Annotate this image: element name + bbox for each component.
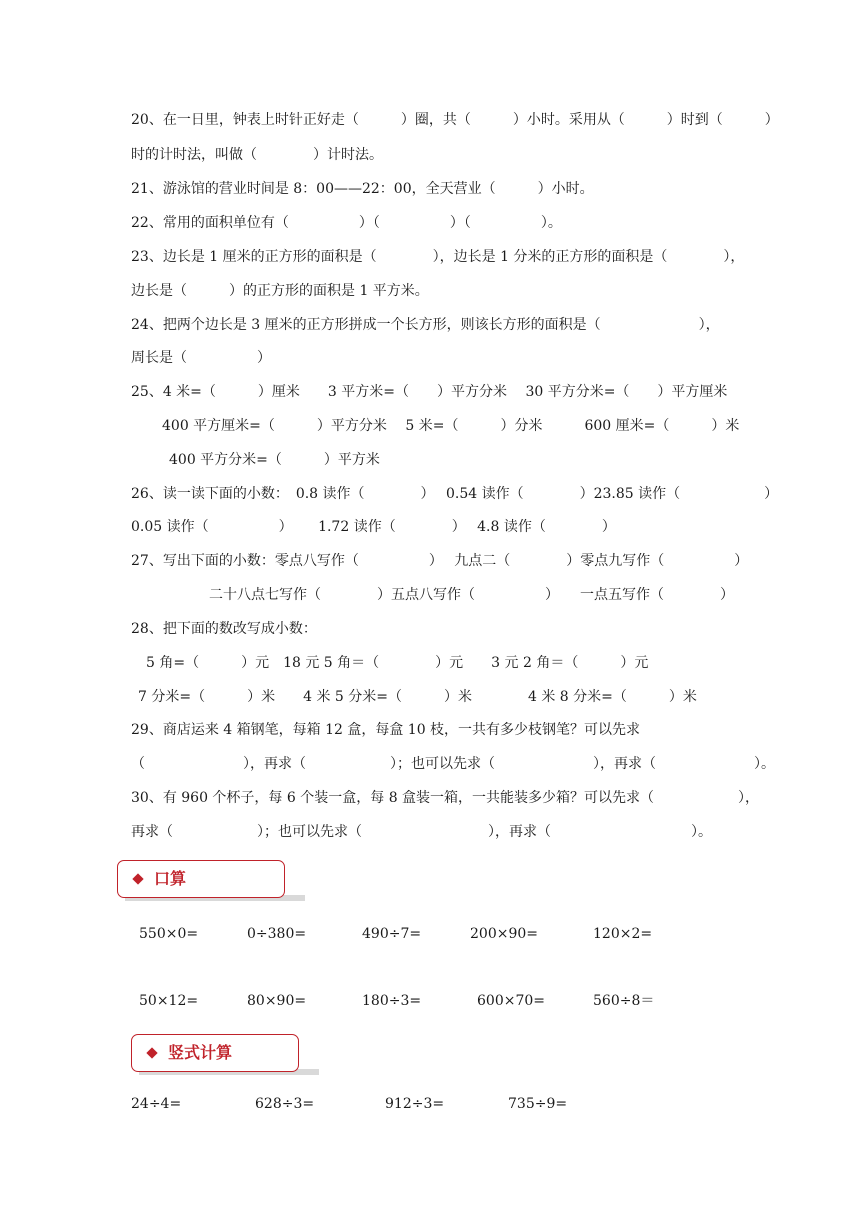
question-25-line3: 400 平方分米=（ ）平方米	[169, 452, 380, 468]
diamond-icon	[146, 1047, 157, 1058]
question-22: 22、常用的面积单位有（ ）（ ）（ ）。	[131, 215, 562, 231]
question-28-line1: 5 角=（ ）元 18 元 5 角＝（ ）元 3 元 2 角＝（ ）元	[146, 655, 649, 671]
question-26-line1: 26、读一读下面的小数： 0.8 读作（ ） 0.54 读作（ ）23.85 读作（ ）	[131, 486, 779, 502]
oral-item: 560÷8＝	[593, 993, 655, 1009]
question-27-line1: 27、写出下面的小数：零点八写作（ ） 九点二（ ）零点九写作（ ）	[131, 553, 749, 569]
oral-item: 50×12=	[139, 993, 199, 1009]
question-25-line1: 25、4 米=（ ）厘米 3 平方米=（ ）平方分米 30 平方分米=（ ）平方厘米	[131, 384, 728, 400]
question-30-line2: 再求（ ）；也可以先求（ ），再求（ ）。	[131, 824, 712, 840]
oral-item: 600×70=	[477, 993, 545, 1009]
oral-item: 200×90=	[470, 926, 538, 942]
oral-item: 80×90=	[247, 993, 307, 1009]
question-21: 21、游泳馆的营业时间是 8：00——22：00，全天营业（ ）小时。	[131, 181, 594, 197]
oral-item: 180÷3=	[362, 993, 422, 1009]
question-26-line2: 0.05 读作（ ） 1.72 读作（ ） 4.8 读作（ ）	[131, 519, 616, 535]
question-28-line2: 7 分米=（ ）米 4 米 5 分米=（ ）米 4 米 8 分米=（ ）米	[138, 689, 697, 705]
question-23-line1: 23、边长是 1 厘米的正方形的面积是（ ），边长是 1 分米的正方形的面积是（ ），	[131, 249, 745, 265]
oral-item: 550×0=	[139, 926, 199, 942]
vertical-item: 628÷3=	[255, 1096, 315, 1112]
vertical-item: 912÷3=	[385, 1096, 445, 1112]
question-24-line2: 周长是（ ）	[131, 350, 271, 366]
vertical-item: 735÷9=	[508, 1096, 568, 1112]
oral-section-header	[117, 860, 285, 898]
question-29-line1: 29、商店运来 4 箱钢笔，每箱 12 盒，每盒 10 枝，一共有多少枝钢笔？可以先求	[131, 722, 641, 738]
vertical-section-header	[131, 1034, 299, 1072]
question-24-line1: 24、把两个边长是 3 厘米的正方形拼成一个长方形，则该长方形的面积是（ ），	[131, 317, 720, 333]
vertical-item: 24÷4=	[131, 1096, 182, 1112]
oral-item: 490÷7=	[362, 926, 422, 942]
question-20-line1: 20、在一日里，钟表上时针正好走（ ）圈，共（ ）小时。采用从（ ）时到（ ）	[131, 112, 779, 128]
vertical-section-title: 竖式计算	[168, 1043, 233, 1062]
question-28-title: 28、把下面的数改写成小数：	[131, 621, 317, 637]
question-29-line2: （ ），再求（ ）；也可以先求（ ），再求（ ）。	[131, 756, 775, 772]
question-30-line1: 30、有 960 个杯子，每 6 个装一盒，每 8 盒装一箱，一共能装多少箱？可以先求（ ），	[131, 790, 760, 806]
oral-item: 120×2=	[593, 926, 653, 942]
question-23-line2: 边长是（ ）的正方形的面积是 1 平方米。	[131, 283, 429, 299]
question-27-line2: 二十八点七写作（ ）五点八写作（ ） 一点五写作（ ）	[209, 587, 734, 603]
diamond-icon	[132, 873, 143, 884]
oral-item: 0÷380=	[247, 926, 307, 942]
oral-section-title: 口算	[154, 869, 187, 888]
question-25-line2: 400 平方厘米=（ ）平方分米 5 米=（ ）分米 600 厘米=（ ）米	[162, 418, 740, 434]
question-20-line2: 时的计时法，叫做（ ）计时法。	[131, 147, 383, 163]
